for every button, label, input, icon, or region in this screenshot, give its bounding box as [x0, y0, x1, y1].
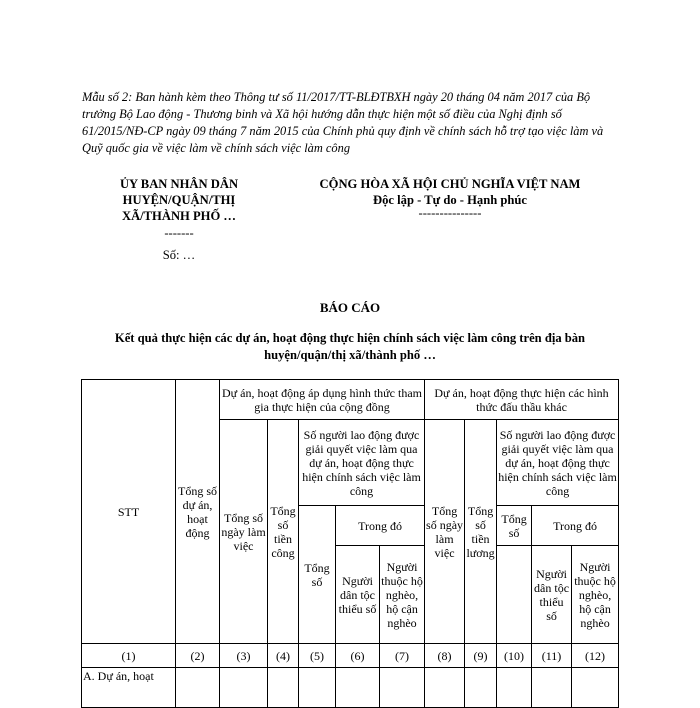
document-title: BÁO CÁO: [319, 300, 381, 315]
col-number: (7): [380, 644, 425, 668]
report-table: [81, 379, 619, 708]
authority-line-1: ỦY BAN NHÂN DÂN: [119, 177, 239, 191]
table-cell: [465, 668, 497, 708]
col-header-workdays-b: Tổng số ngày làm việc: [425, 420, 465, 644]
col-number: (12): [572, 644, 619, 668]
country-name: CỘNG HÒA XÃ HỘI CHỦ NGHĨA VIỆT NAM: [319, 177, 581, 191]
group-header-community: Dự án, hoạt động áp dụng hình thức tham gia thực hiện của cộng đồng: [220, 380, 425, 420]
motto-divider: ---------------: [418, 206, 482, 220]
col-number: (3): [220, 644, 268, 668]
col-header-wage: Tổng số tiền công: [268, 420, 299, 644]
authority-divider: -------: [164, 226, 194, 240]
motto: Độc lập - Tự do - Hạnh phúc: [373, 193, 527, 207]
group-header-of-which-b: Trong đó: [532, 506, 619, 546]
table-cell: [425, 668, 465, 708]
table-cell: [299, 668, 336, 708]
col-header-salary-b: Tổng số tiền lương: [465, 420, 497, 644]
col-header-workdays: Tổng số ngày làm việc: [220, 420, 268, 644]
row-label-a: A. Dự án, hoạt: [82, 668, 176, 708]
col-header-ethnic-b: Người dân tộc thiểu số: [532, 546, 572, 644]
group-header-workers-a: Số người lao động được giải quyết việc làm qua dự án, hoạt động thực hiện chính sách việc làm công: [299, 420, 425, 506]
col-header-total-projects: Tổng số dự án, hoạt động: [176, 380, 220, 644]
table-cell: [220, 668, 268, 708]
col-header-total-b: Tổng số: [497, 506, 532, 546]
col-number: (4): [268, 644, 299, 668]
table-cell: [336, 668, 380, 708]
group-header-bidding: Dự án, hoạt động thực hiện các hình thức đấu thầu khác: [425, 380, 619, 420]
national-motto: [290, 176, 610, 218]
document-subtitle: Kết quả thực hiện các dự án, hoạt động thực hiện chính sách việc làm công trên địa bàn huyện/quận/thị xã/thành phố …: [114, 331, 586, 362]
document-number: Số: …: [162, 248, 196, 262]
intro-note: Mẫu số 2: Ban hành kèm theo Thông tư số 11/2017/TT-BLĐTBXH ngày 20 tháng 04 năm 2017 của Bộ trưởng Bộ Lao động - Thương binh và Xã hội hướng dẫn thực hiện một số điều của Nghị định số 61/2015/NĐ-CP ngày 09 tháng 7 năm 2015 của Chính phủ quy định về chính sách hỗ trợ tạo việc làm và Quỹ quốc gia về việc làm về chính sách việc làm công: [82, 90, 604, 155]
authority-line-3: XÃ/THÀNH PHỐ …: [121, 209, 237, 223]
table-cell: [380, 668, 425, 708]
group-header-of-which-a: Trong đó: [336, 506, 425, 546]
col-number: (11): [532, 644, 572, 668]
col-header-poor-b: Người thuộc hộ nghèo, hộ cận nghèo: [572, 546, 619, 644]
col-number: (1): [82, 644, 176, 668]
table-cell: [268, 668, 299, 708]
col-number: (2): [176, 644, 220, 668]
col-number: (6): [336, 644, 380, 668]
col-number: (8): [425, 644, 465, 668]
col-header-stt: STT: [82, 380, 176, 644]
table-cell: [532, 668, 572, 708]
table-cell: [176, 668, 220, 708]
col-number: (9): [465, 644, 497, 668]
col-header-ethnic-a: Người dân tộc thiểu số: [336, 546, 380, 644]
col-header-empty-b: [497, 546, 532, 644]
issuing-authority: [98, 176, 260, 263]
table-cell: [497, 668, 532, 708]
col-number: (5): [299, 644, 336, 668]
table-cell: [572, 668, 619, 708]
authority-line-2: HUYỆN/QUẬN/THỊ: [122, 193, 236, 207]
col-header-total-a: Tổng số: [299, 506, 336, 644]
group-header-workers-b: Số người lao động được giải quyết việc làm qua dự án, hoạt động thực hiện chính sách việc làm công: [497, 420, 619, 506]
col-number: (10): [497, 644, 532, 668]
col-header-poor-a: Người thuộc hộ nghèo, hộ cận nghèo: [380, 546, 425, 644]
